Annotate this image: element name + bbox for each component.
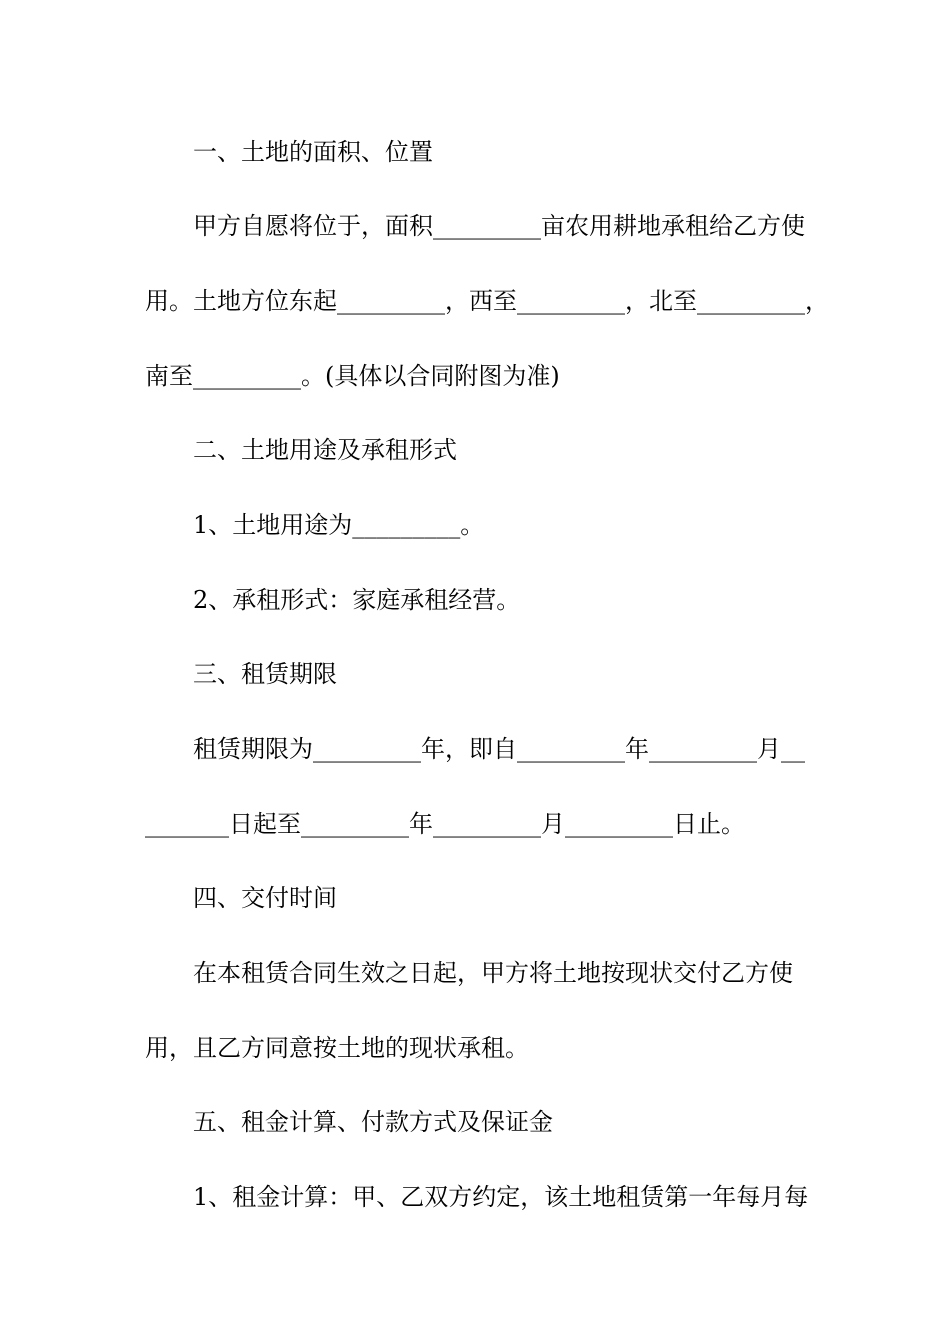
paragraph-line: 租赁期限为_________年，即自_________年_________月__ bbox=[193, 735, 805, 763]
paragraph-line: 1、土地用途为_________。 bbox=[193, 511, 485, 539]
paragraph-line: 2、承租形式：家庭承租经营。 bbox=[193, 586, 521, 614]
section-heading-lease-term: 三、租赁期限 bbox=[193, 660, 337, 688]
section-heading-rent-payment: 五、租金计算、付款方式及保证金 bbox=[193, 1108, 553, 1136]
section-heading-land-use: 二、土地用途及承租形式 bbox=[193, 436, 457, 464]
paragraph-line: 南至_________。(具体以合同附图为准) bbox=[145, 362, 560, 390]
paragraph-line: _______日起至_________年_________月_________日止。 bbox=[145, 810, 745, 838]
paragraph-line: 甲方自愿将位于，面积_________亩农用耕地承租给乙方使 bbox=[193, 212, 805, 240]
paragraph-line: 用，且乙方同意按土地的现状承租。 bbox=[145, 1034, 529, 1062]
paragraph-line: 1、租金计算：甲、乙双方约定，该土地租赁第一年每月每 bbox=[193, 1183, 809, 1211]
paragraph-line: 在本租赁合同生效之日起，甲方将土地按现状交付乙方使 bbox=[193, 959, 793, 987]
paragraph-line: 用。土地方位东起_________，西至_________，北至_________， bbox=[145, 287, 829, 315]
section-heading-area-location: 一、土地的面积、位置 bbox=[193, 138, 433, 166]
section-heading-delivery-time: 四、交付时间 bbox=[193, 884, 337, 912]
